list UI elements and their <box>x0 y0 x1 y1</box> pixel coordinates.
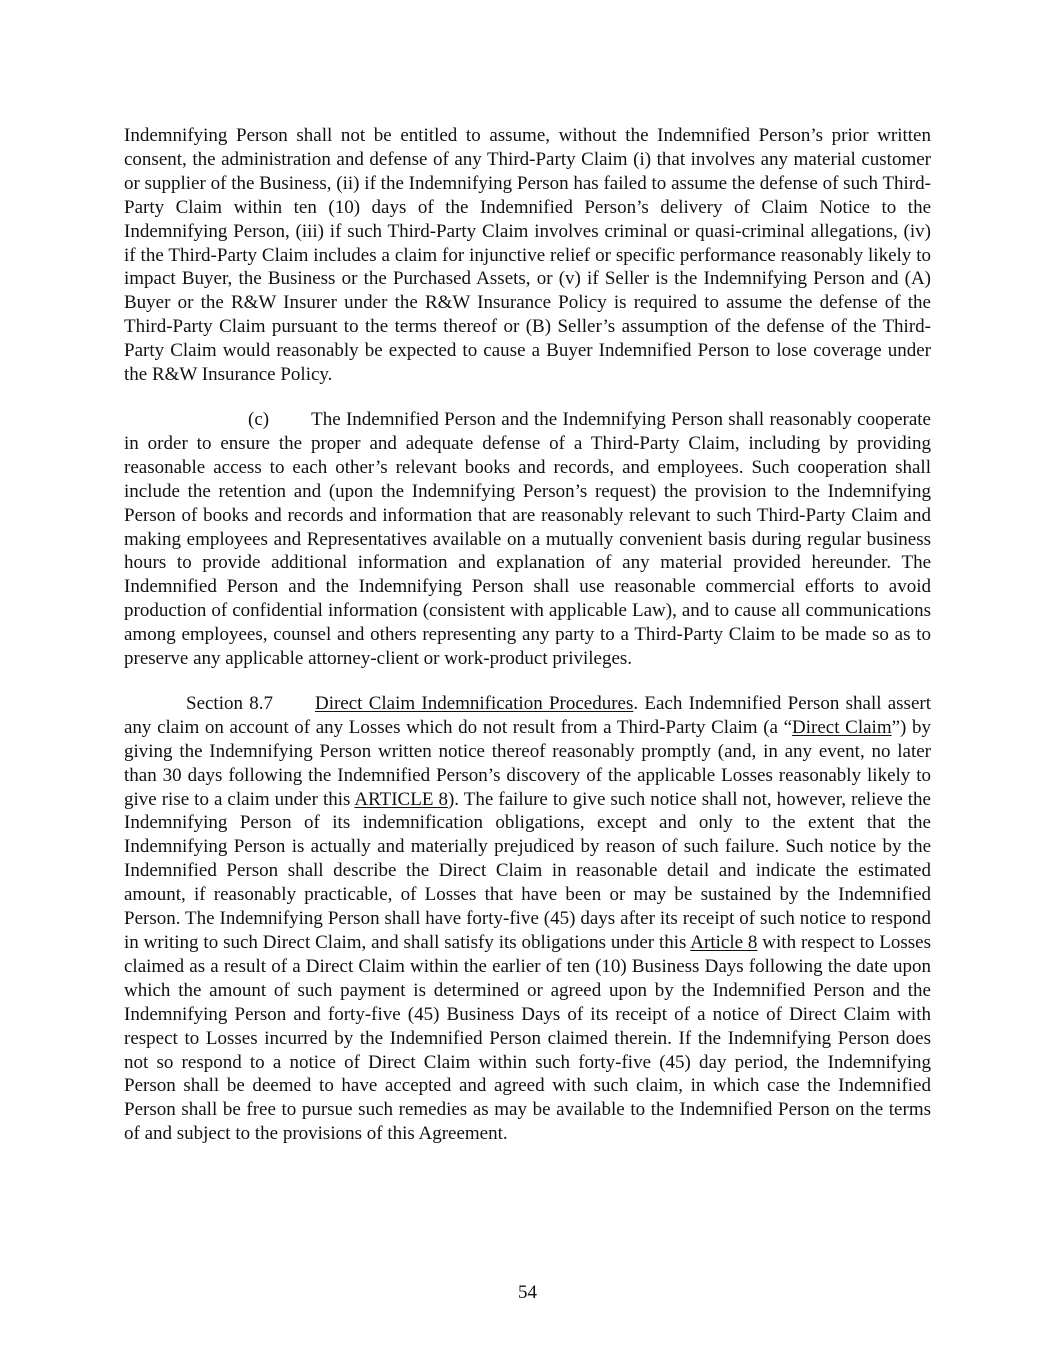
subsection-label: (c) <box>248 408 270 430</box>
paragraph-c <box>124 408 931 671</box>
article-8-reference: ARTICLE 8 <box>354 788 448 810</box>
section-heading: Direct Claim Indemnification Procedures <box>314 692 634 714</box>
section-text-3: ). The failure to give such notice shall not, however, relieve the Indemnifying Person of its indemnification obligations, except and only to the extent that the Indemnifying Person is actually and materially prejudiced by reason of such failure. Such notice by the Indemnified Person shall describe the Direct Claim in reasonable detail and indicate the estimated amount, if reasonably practicable, of Losses that have been or may be sustained by the Indemnified Person. The Indemnifying Person shall have forty-five (45) days after its receipt of such notice to respond in writing to such Direct Claim, and shall satisfy its obligations under this <box>124 788 931 953</box>
document-page <box>124 124 931 1146</box>
page-number: 54 <box>518 1282 537 1303</box>
section-text-2: ”) by giving the Indemnifying Person written notice thereof reasonably promptly (and, in any event, no later than 30 days following the Indemnified Person’s discovery of the applicable Losses reasonably likely to give rise to a claim under this <box>124 716 931 810</box>
paragraph-continuation: Indemnifying Person shall not be entitled to assume, without the Indemnified Person’s prior written consent, the administration and defense of any Third-Party Claim (i) that involves any material customer or supplier of the Business, (ii) if the Indemnifying Person has failed to assume the defense of such Third-Party Claim within ten (10) days of the Indemnified Person’s delivery of Claim Notice to the Indemnifying Person, (iii) if such Third-Party Claim involves criminal or quasi-criminal allegations, (iv) if the Third-Party Claim includes a claim for injunctive relief or specific performance reasonably likely to impact Buyer, the Business or the Purchased Assets, or (v) if Seller is the Indemnifying Person and (A) Buyer or the R&W Insurer under the R&W Insurance Policy is required to assume the defense of the Third-Party Claim pursuant to the terms thereof or (B) Seller’s assumption of the defense of the Third-Party Claim would reasonably be expected to cause a Buyer Indemnified Person to lose coverage under the R&W Insurance Policy. <box>124 125 931 386</box>
section-8-7 <box>124 692 931 1146</box>
section-text-4: with respect to Losses claimed as a result of a Direct Claim within the earlier of ten (10) Business Days following the date upon which the amount of such payment is determined or agreed upon by the Indemnified Person and the Indemnifying Person and forty-five (45) Business Days of its receipt of a notice of Direct Claim with respect to Losses incurred by the Indemnified Person claimed therein. If the Indemnifying Person does not so respond to a notice of Direct Claim within such forty-five (45) day period, the Indemnifying Person shall be deemed to have accepted and agreed with such claim, in which case the Indemnified Person shall be free to pursue such remedies as may be available to the Indemnified Person on the terms of and subject to the provisions of this Agreement. <box>124 932 931 1145</box>
defined-term-direct-claim: Direct Claim <box>792 716 892 738</box>
article-8-reference-2: Article 8 <box>690 932 758 953</box>
paragraph-c-text: The Indemnified Person and the Indemnifying Person shall reasonably cooperate in order to ensure the proper and adequate defense of a Third-Party Claim, including by providing reasonable access to each other’s relevant books and records, and employees. Such cooperation shall include the retention and (upon the Indemnifying Person’s request) the provision to the Indemnifying Person of books and records and information that are reasonably relevant to such Third-Party Claim and making employees and Representatives available on a mutually convenient basis during regular business hours to provide additional information and explanation of any material provided hereunder. The Indemnified Person and the Indemnifying Person shall use reasonable commercial efforts to avoid production of confidential information (consistent with applicable Law), and to cause all communications among employees, counsel and others representing any party to a Third-Party Claim to be made so as to preserve any applicable attorney-client or work-product privileges. <box>124 408 931 670</box>
section-number: Section 8.7 <box>186 692 273 714</box>
section-text-1: . Each Indemnified Person shall assert any claim on account of any Losses which do not result from a Third-Party Claim (a “ <box>124 692 931 738</box>
